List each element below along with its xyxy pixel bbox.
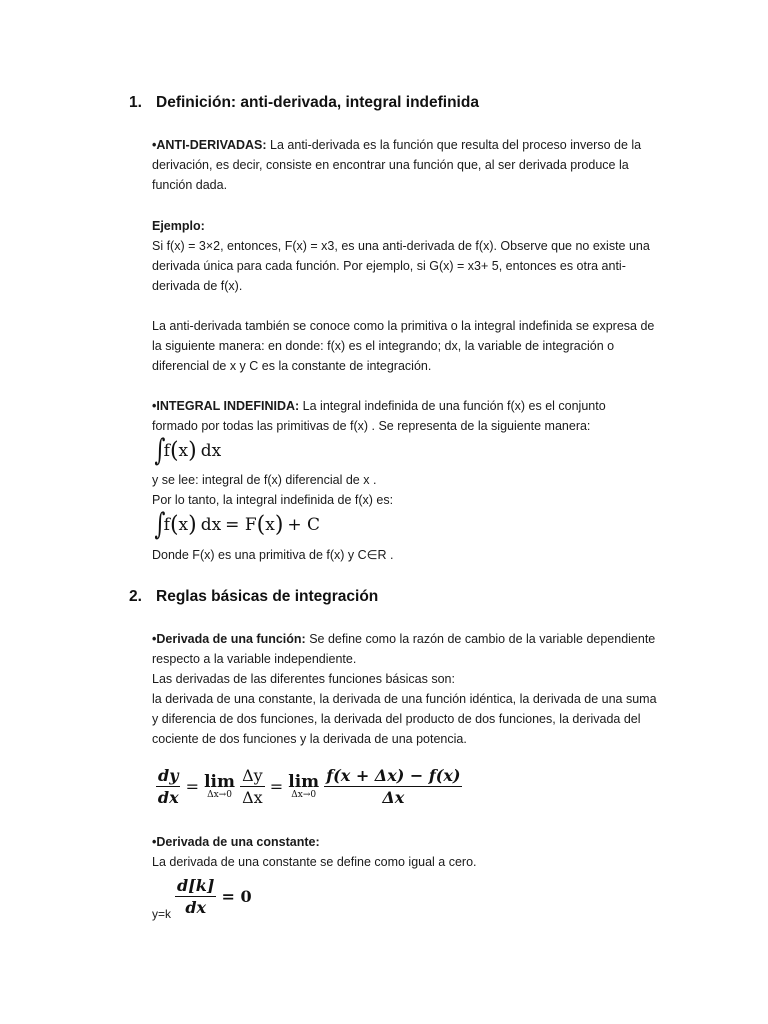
section-1-number: 1. (129, 94, 142, 111)
formula-lparen: ( (169, 438, 179, 464)
formula-rparen: ) (188, 438, 197, 464)
formula-lparen-2: ( (256, 512, 266, 538)
derivada-funcion-text-5: y diferencia de dos funciones, la derivada del producto de dos funciones, la derivada del (152, 712, 641, 726)
formula-derivative-limit (156, 766, 462, 807)
derivada-funcion-text-3: Las derivadas de las diferentes funciones básicas son: (152, 672, 455, 686)
derivada-funcion-text-1: Se define como la razón de cambio de la variable dependiente (305, 632, 656, 646)
formula-f: f (163, 441, 170, 461)
equals-zero: = 0 (221, 887, 252, 906)
lim-word-1: lim (204, 771, 235, 792)
difference-numerator: f(x + Δx) − f(x) (326, 766, 461, 785)
primitiva-text-2: la siguiente manera: en donde: f(x) es el integrando; dx, la variable de integración o (152, 339, 615, 353)
difference-quotient (324, 766, 462, 807)
primitiva-paragraph (152, 316, 672, 376)
where-text: Donde F(x) es una primitiva de f(x) y C∈R . (152, 548, 394, 562)
derivada-funcion-text-6: cociente de dos funciones y la derivada de una potencia. (152, 732, 467, 746)
formula-x: x (178, 441, 189, 461)
delta-y: Δy (242, 766, 263, 785)
integral-indefinida-paragraph (152, 396, 672, 436)
equals-2: = (269, 777, 284, 796)
primitiva-text-1: La anti-derivada también se conoce como la primitiva o la integral indefinida se expresa de (152, 319, 655, 333)
section-1-title: Definición: anti-derivada, integral indefinida (156, 94, 479, 111)
derivada-funcion-text-4: la derivada de una constante, la derivada de una función idéntica, la derivada de una suma (152, 692, 657, 706)
example-paragraph (152, 216, 672, 296)
section-2-number: 2. (129, 588, 142, 605)
formula-rparen: ) (188, 512, 197, 538)
integral-symbol: ∫ (154, 433, 166, 468)
derivada-constante-label: •Derivada de una constante: (152, 835, 320, 849)
anti-derivadas-text-2: derivación, es decir, consiste en encontrar una función que, al ser derivada produce la (152, 158, 629, 172)
formula-lparen: ( (169, 512, 179, 538)
primitiva-text-3: diferencial de x y C es la constante de integración. (152, 359, 432, 373)
derivada-constante-text: La derivada de una constante se define como igual a cero. (152, 855, 477, 869)
integral-symbol: ∫ (154, 507, 166, 542)
derivada-funcion-paragraph (152, 629, 672, 749)
derivada-funcion-label: •Derivada de una función: (152, 632, 306, 646)
difference-denominator: Δx (382, 788, 405, 807)
formula-constant-derivative (175, 876, 252, 917)
derivada-constante-paragraph (152, 832, 672, 872)
derivada-funcion-text-2: respecto a la variable independiente. (152, 652, 357, 666)
equals-1: = (185, 777, 199, 796)
example-label: Ejemplo: (152, 219, 205, 233)
formula-plus-c: + C (287, 515, 321, 535)
lim-sub-2: Δx→0 (291, 789, 317, 800)
section-1-heading (129, 94, 479, 112)
formula-integral (152, 433, 222, 468)
integral-indefinida-label: •INTEGRAL INDEFINIDA: (152, 399, 300, 413)
y-equals-k-label: y=k (152, 907, 172, 921)
integral-indefinida-text-1: La integral indefinida de una función f(x) es el conjunto (299, 399, 606, 413)
read-as-text: y se lee: integral de f(x) diferencial de x . (152, 473, 377, 487)
anti-derivadas-paragraph (152, 135, 672, 195)
formula-f: f (163, 515, 170, 535)
where-paragraph (152, 545, 672, 565)
formula-dx: dx (200, 515, 222, 535)
delta-fraction (240, 766, 265, 807)
lim-sub-1: Δx→0 (207, 789, 232, 800)
dk-numerator: d[k] (177, 876, 215, 895)
anti-derivadas-text-3: función dada. (152, 178, 228, 192)
example-text-1: Si f(x) = 3×2, entonces, F(x) = x3, es una anti-derivada de f(x). Observe que no existe una (152, 239, 650, 253)
dy-dx-fraction (156, 766, 180, 807)
lim-word-2: lim (288, 771, 320, 792)
section-2-heading (129, 588, 378, 606)
anti-derivadas-text-1: La anti-derivada es la función que resulta del proceso inverso de la (266, 138, 642, 152)
formula-dx: dx (200, 441, 222, 461)
limit-1 (204, 771, 235, 800)
read-as-paragraph (152, 470, 672, 510)
therefore-text: Por lo tanto, la integral indefinida de f(x) es: (152, 493, 394, 507)
formula-rparen-2: ) (274, 512, 284, 538)
delta-x: Δx (242, 788, 263, 807)
formula-eq-F: = F (225, 515, 257, 535)
dx-denominator: dx (157, 788, 179, 807)
formula-x: x (178, 515, 189, 535)
section-2-title: Reglas básicas de integración (156, 588, 379, 605)
anti-derivadas-label: •ANTI-DERIVADAS: (152, 138, 267, 152)
example-text-2: derivada única para cada función. Por ejemplo, si G(x) = x3+ 5, entonces es otra anti- (152, 259, 626, 273)
dk-dx-fraction (175, 876, 216, 917)
formula-x-2: x (265, 515, 275, 535)
dy-numerator: dy (158, 766, 179, 785)
example-text-3: derivada de f(x). (152, 279, 243, 293)
integral-indefinida-text-2: formado por todas las primitivas de f(x) . Se representa de la siguiente manera: (152, 419, 591, 433)
dx-denominator: dx (185, 898, 207, 917)
limit-2 (288, 771, 320, 800)
formula-integral-result (152, 507, 321, 542)
